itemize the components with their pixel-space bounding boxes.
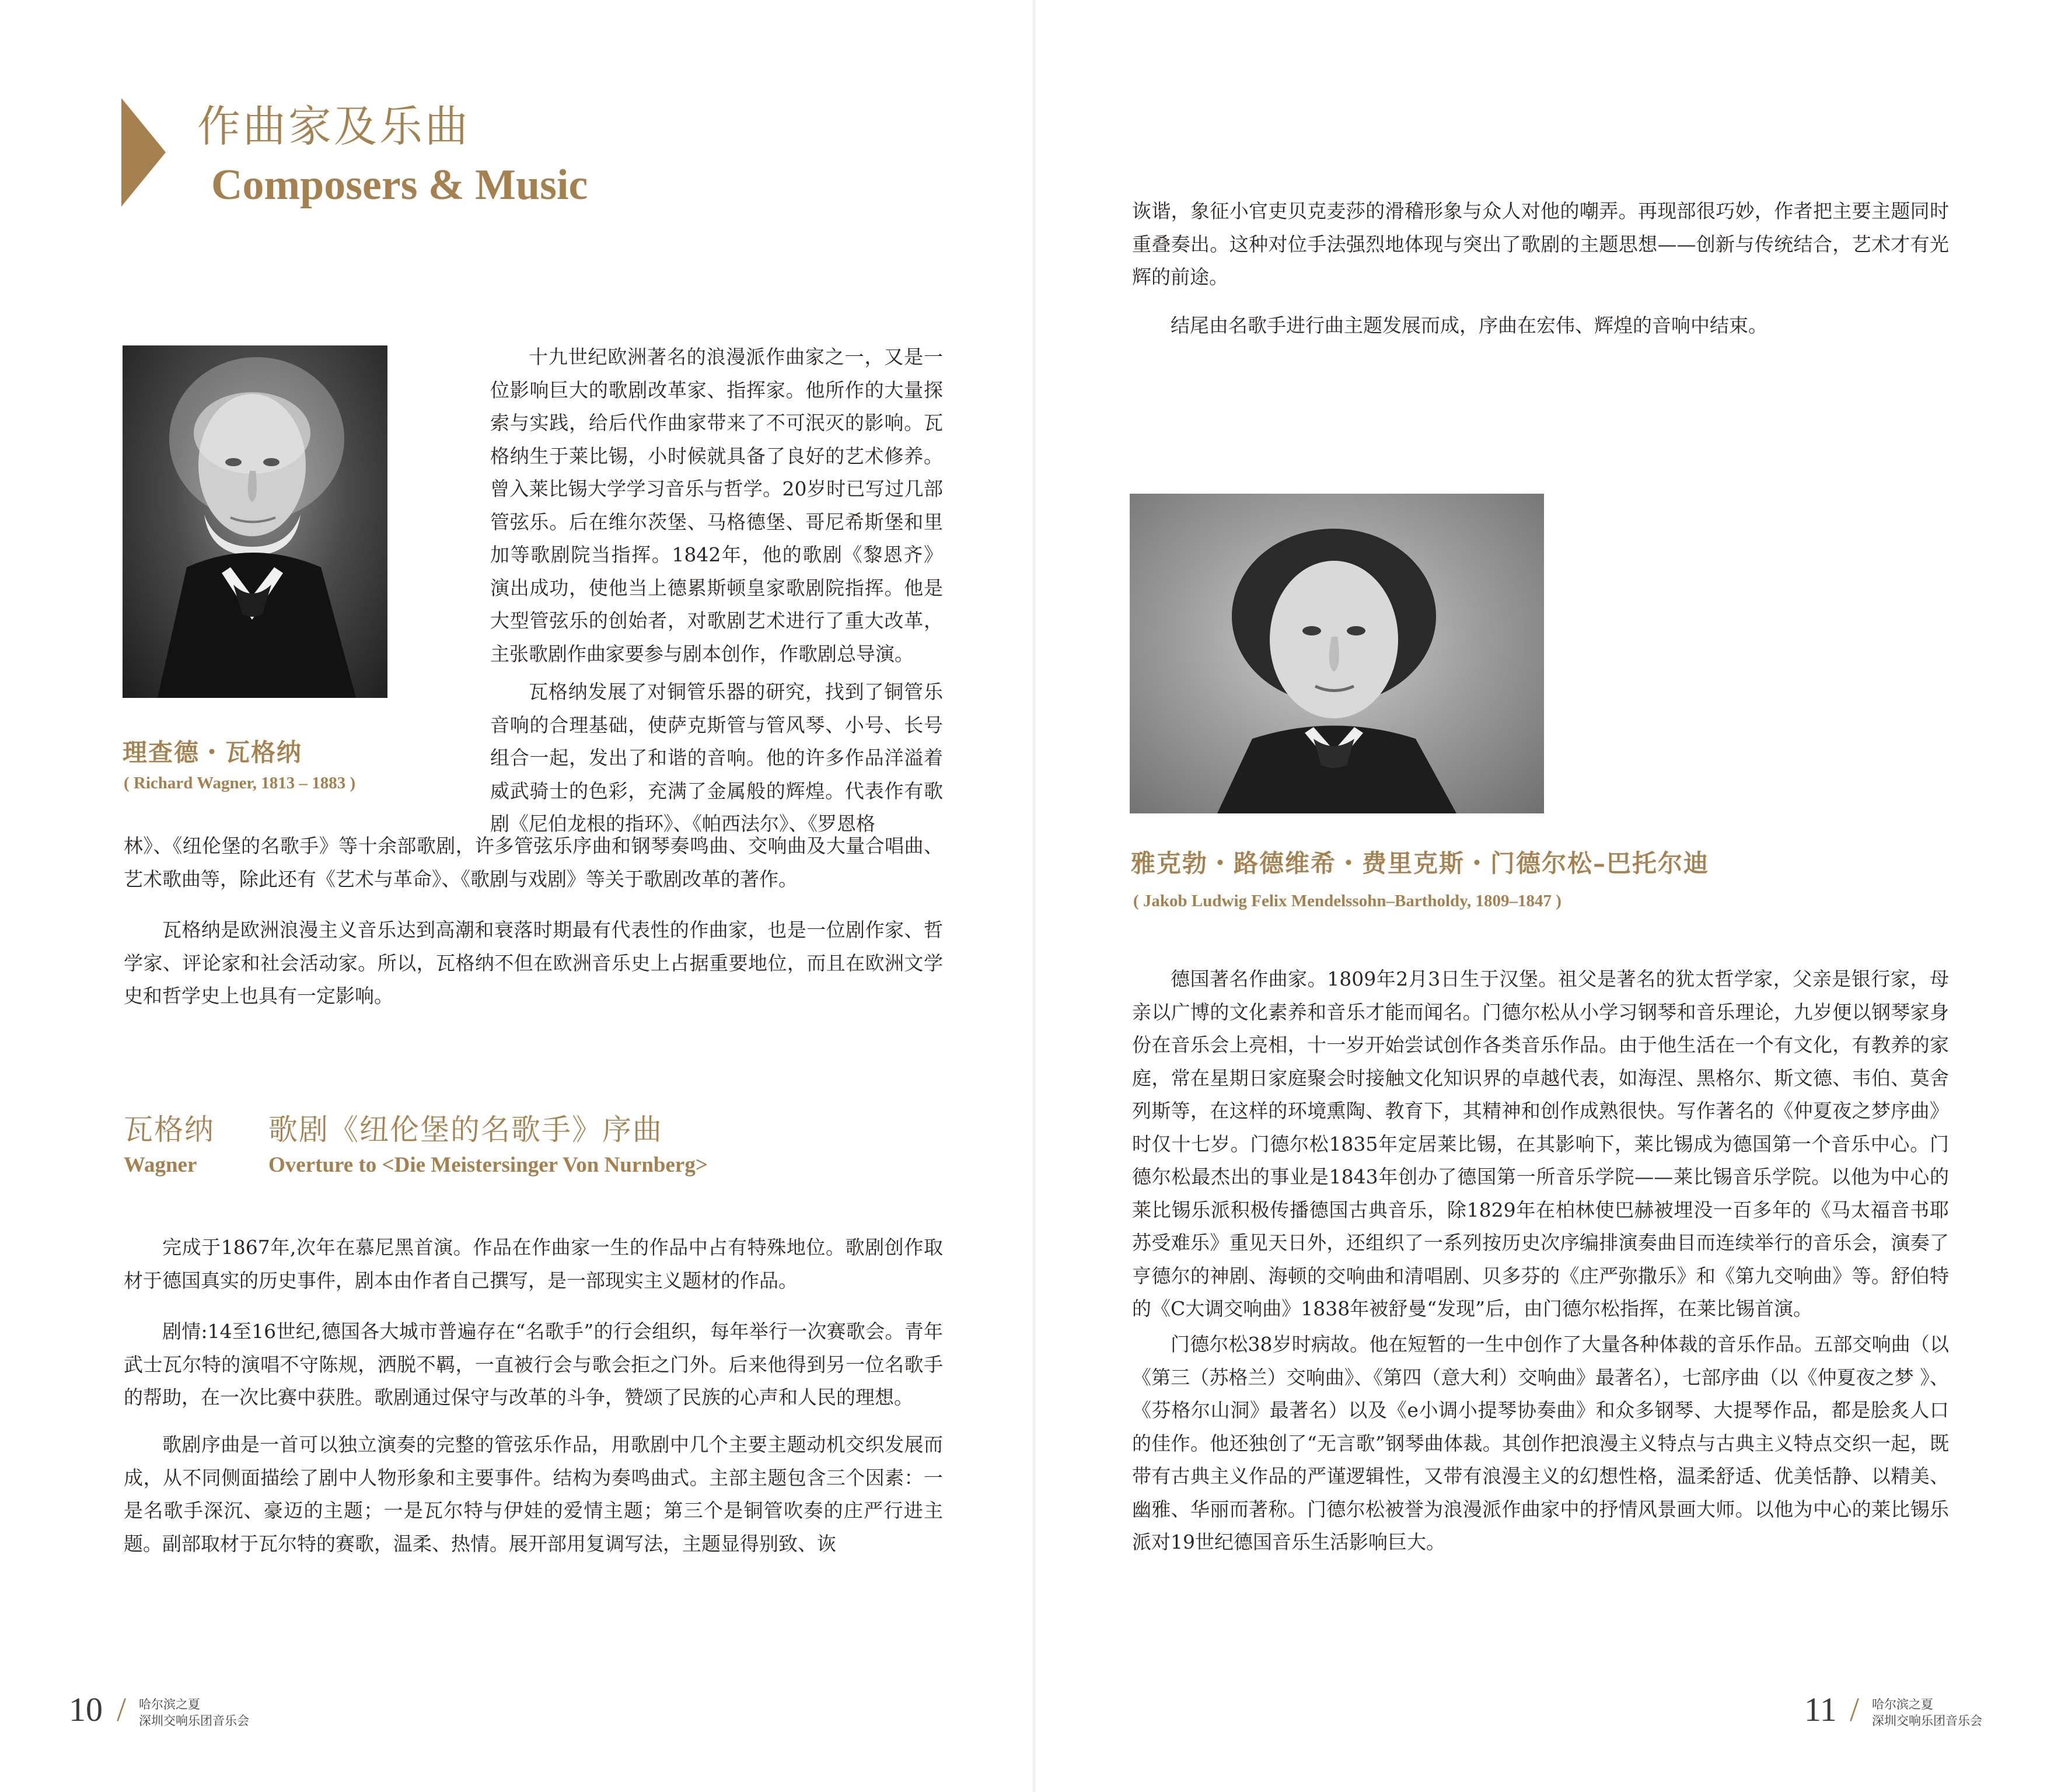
footer-line2: 深圳交响乐团音乐会 — [139, 1714, 249, 1728]
right-page — [1034, 0, 2068, 1792]
wagner-bio-p1: 十九世纪欧洲著名的浪漫派作曲家之一，又是一位影响巨大的歌剧改革家、指挥家。他所作的大量探索与实践，给后代作曲家带来了不可泯灭的影响。瓦格纳生于莱比锡，小时候就具备了良好的艺术修养。曾入莱比锡大学学习音乐与哲学。20岁时已写过几部管弦乐。后在维尔茨堡、马格德堡、哥尼希斯堡和里加等歌剧院当指挥。1842年，他的歌剧《黎恩齐》演出成功，使他当上德累斯顿皇家歌剧院指挥。他是大型管弦乐的创始者，对歌剧艺术进行了重大改革，主张歌剧作曲家要参与剧本创作，作歌剧总导演。 — [490, 345, 943, 665]
piece-title-zh: 歌剧《纽伦堡的名歌手》序曲 — [268, 1113, 663, 1147]
overture-cont-p1: 诙谐，象征小官吏贝克麦莎的滑稽形象与众人对他的嘲弄。再现部很巧妙，作者把主要主题同时重叠奏出。这种对位手法强烈地体现与突出了歌剧的主题思想——创新与传统结合，艺术才有光辉的前途。 — [1132, 200, 1949, 288]
piece-p2: 剧情:14至16世纪,德国各大城市普遍存在“名歌手”的行会组织，每年举行一次赛歌会。青年武士瓦尔特的演唱不守陈规，洒脱不羁，一直被行会与歌会拒之门外。后来他得到另一位名歌手的帮助，在一次比赛中获胜。歌剧通过保守与改革的斗争，赞颂了民族的心声和人民的理想。 — [124, 1320, 943, 1409]
piece-p3: 歌剧序曲是一首可以独立演奏的完整的管弦乐作品，用歌剧中几个主要主题动机交织发展而成，从不同侧面描绘了剧中人物形象和主要事件。结构为奏鸣曲式。主部主题包含三个因素：一是名歌手深沉、豪迈的主题；一是瓦尔特与伊娃的爱情主题；第三个是铜管吹奏的庄严行进主题。副部取材于瓦尔特的赛歌，温柔、热情。展开部用复调写法，主题显得别致、诙 — [124, 1433, 943, 1555]
page-number: 10 — [69, 1690, 103, 1728]
piece-composer-zh: 瓦格纳 — [124, 1113, 215, 1147]
section-title-en: Composers & Music — [211, 161, 588, 209]
wagner-bio-p2a: 瓦格纳发展了对铜管乐器的研究，找到了铜管乐音响的合理基础，使萨克斯管与管风琴、小号、长号组合一起，发出了和谐的音响。他的许多作品洋溢着威武骑士的色彩，充满了金属般的辉煌。代表作有歌剧《尼伯龙根的指环》、《帕西法尔》、《罗恩格 — [490, 680, 943, 835]
mendelssohn-name-zh: 雅克勃・路德维希・费里克斯・门德尔松–巴托尔迪 — [1131, 849, 1710, 878]
wagner-bio-p2b: 林》、《纽伦堡的名歌手》等十余部歌剧，许多管弦乐序曲和钢琴奏鸣曲、交响曲及大量合唱曲、艺术歌曲等，除此还有《艺术与革命》、《歌剧与戏剧》等关于歌剧改革的著作。 — [124, 834, 943, 890]
wagner-name-en: ( Richard Wagner, 1813 – 1883 ) — [124, 774, 356, 792]
piece-title-en: Overture to <Die Meistersinger Von Nurnberg> — [268, 1153, 708, 1177]
page-number-slash: / — [1850, 1690, 1860, 1728]
mendelssohn-portrait-illustration — [1130, 494, 1544, 813]
footer-line1: 哈尔滨之夏 — [1872, 1697, 1933, 1711]
footer-line1: 哈尔滨之夏 — [139, 1697, 200, 1711]
page-number-slash: / — [117, 1690, 127, 1728]
wagner-name-zh: 理查德・瓦格纳 — [123, 738, 303, 767]
mendelssohn-bio-p1: 德国著名作曲家。1809年2月3日生于汉堡。祖父是著名的犹太哲学家，父亲是银行家，母亲以广博的文化素养和音乐才能而闻名。门德尔松从小学习钢琴和音乐理论，九岁便以钢琴家身份在音乐会上亮相，十一岁开始尝试创作各类音乐作品。由于他生活在一个有文化，有教养的家庭，常在星期日家庭聚会时接触文化知识界的卓越代表，如海涅、黑格尔、斯文德、韦伯、莫舍列斯等，在这样的环境熏陶、教育下，其精神和创作成熟很快。写作著名的《仲夏夜之梦序曲》时仅十七岁。门德尔松1835年定居莱比锡，在其影响下，莱比锡成为德国第一个音乐中心。门德尔松最杰出的事业是1843年创办了德国第一所音乐学院——莱比锡音乐学院。以他为中心的莱比锡乐派积极传播德国古典音乐，除1829年在柏林使巴赫被埋没一百多年的《马太福音书耶苏受难乐》重见天日外，还组织了一系列按历史次序编排演奏曲目而连续举行的音乐会，演奏了亨德尔的神剧、海顿的交响曲和清唱剧、贝多芬的《庄严弥撒乐》和《第九交响曲》等。舒伯特的《C大调交响曲》1838年被舒曼“发现”后，由门德尔松指挥，在莱比锡首演。 — [1132, 967, 1949, 1320]
wagner-bio-p3: 瓦格纳是欧洲浪漫主义音乐达到高潮和衰落时期最有代表性的作曲家，也是一位剧作家、哲学家、评论家和社会活动家。所以，瓦格纳不但在欧洲音乐史上占据重要地位，而且在欧洲文学史和哲学史上也具有一定影响。 — [124, 918, 943, 1007]
section-title-zh: 作曲家及乐曲 — [197, 102, 470, 152]
overture-cont-p2: 结尾由名歌手进行曲主题发展而成，序曲在宏伟、辉煌的音响中结束。 — [1171, 314, 1767, 337]
title-arrow-icon — [121, 98, 166, 207]
piece-p1: 完成于1867年,次年在慕尼黑首演。作品在作曲家一生的作品中占有特殊地位。歌剧创作取材于德国真实的历史事件，剧本由作者自己撰写，是一部现实主义题材的作品。 — [124, 1236, 943, 1292]
mendelssohn-bio-p2: 门德尔松38岁时病故。他在短暂的一生中创作了大量各种体裁的音乐作品。五部交响曲（以《第三（苏格兰）交响曲》、《第四（意大利）交响曲》最著名），七部序曲（以《仲夏夜之梦 》、《芬格尔山洞》最著名）以及《e小调小提琴协奏曲》和众多钢琴、大提琴作品，都是脍炙人口的佳作。他还独创了“无言歌”钢琴曲体裁。其创作把浪漫主义特点与古典主义特点交织一起，既带有古典主义作品的严谨逻辑性，又带有浪漫主义的幻想性格，温柔舒适、优美恬静、以精美、幽雅、华丽而著称。门德尔松被誉为浪漫派作曲家中的抒情风景画大师。以他为中心的莱比锡乐派对19世纪德国音乐生活影响巨大。 — [1132, 1333, 1949, 1553]
mendelssohn-name-en: ( Jakob Ludwig Felix Mendelssohn–Bartholdy, 1809–1847 ) — [1133, 892, 1562, 910]
page-number: 11 — [1804, 1690, 1837, 1728]
piece-composer-en: Wagner — [124, 1153, 197, 1177]
footer-line2: 深圳交响乐团音乐会 — [1872, 1714, 1982, 1728]
mendelssohn-portrait — [1130, 494, 1544, 813]
wagner-portrait — [123, 345, 387, 698]
wagner-portrait-illustration — [123, 345, 387, 698]
